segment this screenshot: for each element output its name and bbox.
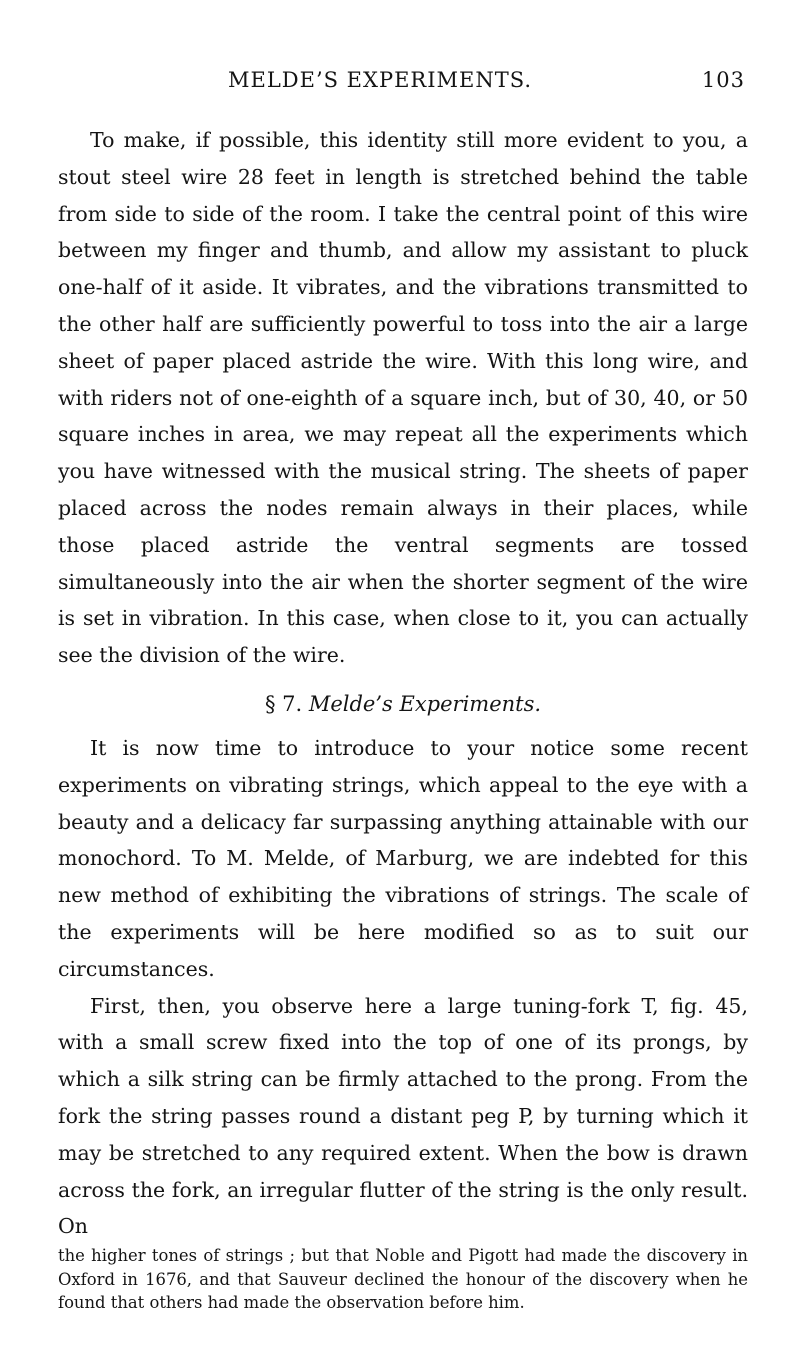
footnote (58, 1244, 748, 1315)
paragraph: First, then, you observe here a large tuning-fork T, fig. 45, with a small screw fixed into the top of one of its prongs, by which a silk string can be firmly attached to the prong. From the fork the string passes round a distant peg P, by turning which it may be stretched to any required extent. When the bow is drawn across the fork, an irregular flutter of the string is the only result. On (58, 993, 748, 1239)
running-head (58, 68, 745, 104)
section-number: § 7. (264, 691, 303, 716)
paragraph: To make, if possible, this identity still more evident to you, a stout steel wire 28 feet in length is stretched behind the table from side to side of the room. I take the central point of this wire between my finger and thumb, and allow my assistant to pluck one-half of it aside. It vibrates, and the vibrations transmitted to the other half are sufficiently powerful to toss into the air a large sheet of paper placed astride the wire. With this long wire, and with riders not of one-eighth of a square inch, but of 30, 40, or 50 square inches in area, we may repeat all the experiments which you have witnessed with the musical string. The sheets of paper placed across the nodes remain always in their places, while those placed astride the ventral segments are tossed simultaneously into the air when the shorter segment of the wire is set in vibration. In this case, when close to it, you can actually see the division of the wire. (58, 128, 748, 668)
footnote-text: the higher tones of strings ; but that Noble and Pigott had made the discovery in Oxford in 1676, and that Sauveur declined the honour of the discovery when he found that others had made the observation before him. (58, 1246, 748, 1312)
body-text (58, 122, 748, 1245)
running-title: MELDE’S EXPERIMENTS. (228, 68, 533, 92)
section-heading (58, 686, 748, 722)
page-number: 103 (701, 68, 745, 92)
paragraph: It is now time to introduce to your notice some recent experiments on vibrating strings, which appeal to the eye with a beauty and a delicacy far surpassing anything attainable with our monochord. To M. Melde, of Marburg, we are indebted for this new method of exhibiting the vibrations of strings. The scale of the experiments will be here modified so as to suit our circumstances. (58, 735, 748, 981)
section-title: Melde’s Experiments. (308, 691, 542, 716)
